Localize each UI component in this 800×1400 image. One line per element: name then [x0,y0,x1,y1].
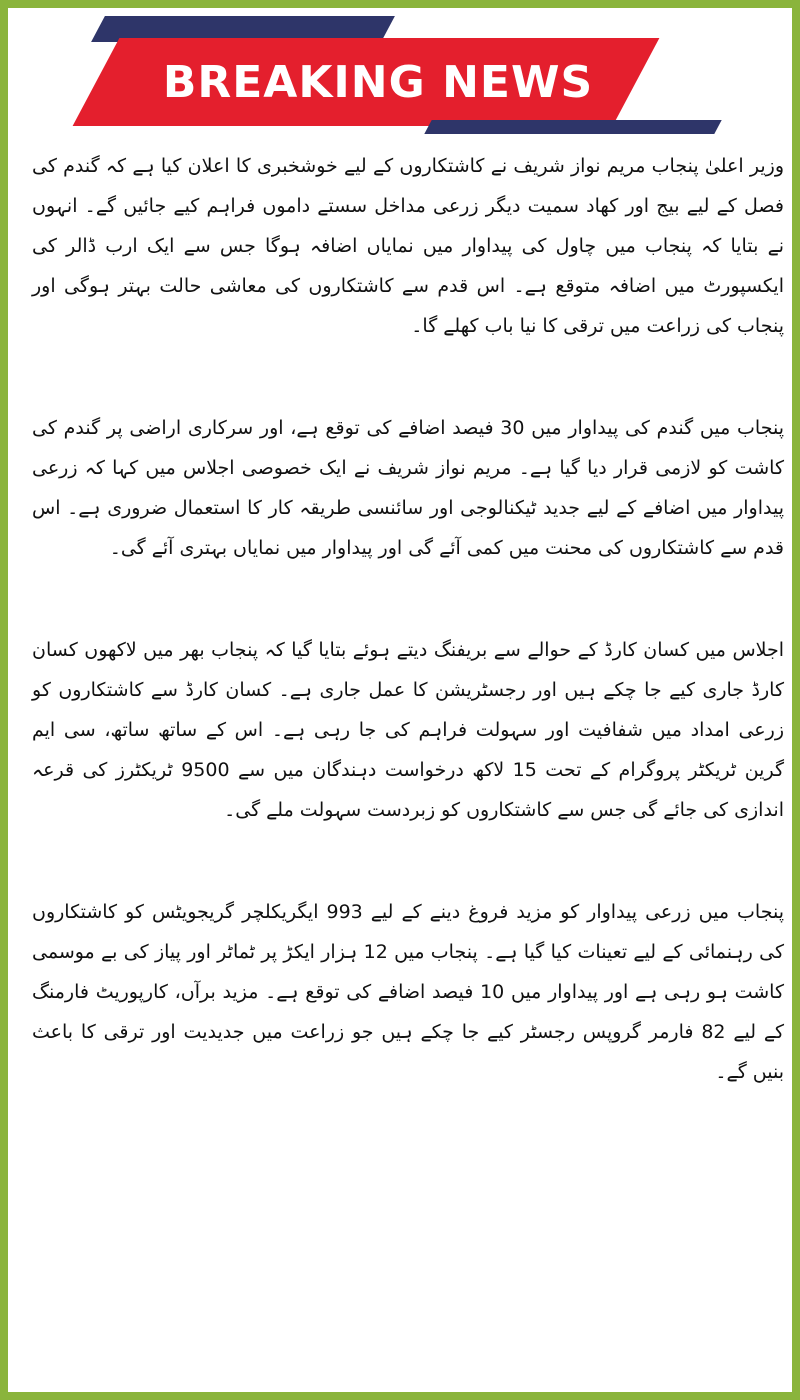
breaking-news-banner [8,8,800,138]
article-paragraph-4: پنجاب میں زرعی پیداوار کو مزید فروغ دینے کے لیے 993 ایگریکلچر گریجویٹس کو کاشتکاروں کی رہنمائی کے لیے تعینات کیا گیا ہے۔ پنجاب میں 12 ہزار ایکڑ پر ٹماٹر اور پیاز کی بے موسمی کاشت ہو رہی ہے اور پیداوار میں 10 فیصد اضافے کی توقع ہے۔ مزید برآں، کارپوریٹ فارمنگ کے لیے 82 فارمر گروپس رجسٹر کیے جا چکے ہیں جو زراعت میں جدیدیت اور ترقی کا باعث بنیں گے۔ [32,901,785,1083]
banner-navy-stripe-bottom [424,120,721,134]
article-paragraph-2: پنجاب میں گندم کی پیداوار میں 30 فیصد اضافے کی توقع ہے، اور سرکاری اراضی پر گندم کی کاشت کو لازمی قرار دیا گیا ہے۔ مریم نواز شریف نے ایک خصوصی اجلاس میں کہا کہ زرعی پیداوار میں اضافے کے لیے جدید ٹیکنالوجی اور سائنسی طریقہ کار کا استعمال ضروری ہے۔ اس قدم سے کاشتکاروں کی محنت میں کمی آئے گی اور پیداوار میں نمایاں بہتری آئے گی۔ [32,417,784,559]
article-body [32,146,784,1092]
banner-title: BREAKING NEWS [162,57,594,108]
article-paragraph-1: وزیر اعلیٰ پنجاب مریم نواز شریف نے کاشتکاروں کے لیے خوشخبری کا اعلان کیا ہے کہ گندم کی فصل کے لیے بیج اور کھاد سمیت دیگر زرعی مداخل سستے داموں فراہم کیے جائیں گے۔ انہوں نے بتایا کہ پنجاب میں چاول کی پیداوار میں نمایاں اضافہ ہوگا جس سے ایک ارب ڈالر کی ایکسپورٹ میں اضافہ متوقع ہے۔ اس قدم سے کاشتکاروں کی معاشی حالت بہتر ہوگی اور پنجاب کی زراعت میں ترقی کا نیا باب کھلے گا۔ [32,155,784,337]
article-paragraph-3: اجلاس میں کسان کارڈ کے حوالے سے بریفنگ دیتے ہوئے بتایا گیا کہ پنجاب بھر میں لاکھوں کسان کارڈ جاری کیے جا چکے ہیں اور رجسٹریشن کا عمل جاری ہے۔ کسان کارڈ سے کاشتکاروں کو زرعی امداد میں شفافیت اور سہولت فراہم کی جا رہی ہے۔ اس کے ساتھ ساتھ، سی ایم گرین ٹریکٹر پروگرام کے تحت 15 لاکھ درخواست دہندگان میں سے 9500 ٹریکٹرز کی قرعہ اندازی کی جائے گی جس سے کاشتکاروں کو زبردست سہولت ملے گی۔ [32,639,784,821]
